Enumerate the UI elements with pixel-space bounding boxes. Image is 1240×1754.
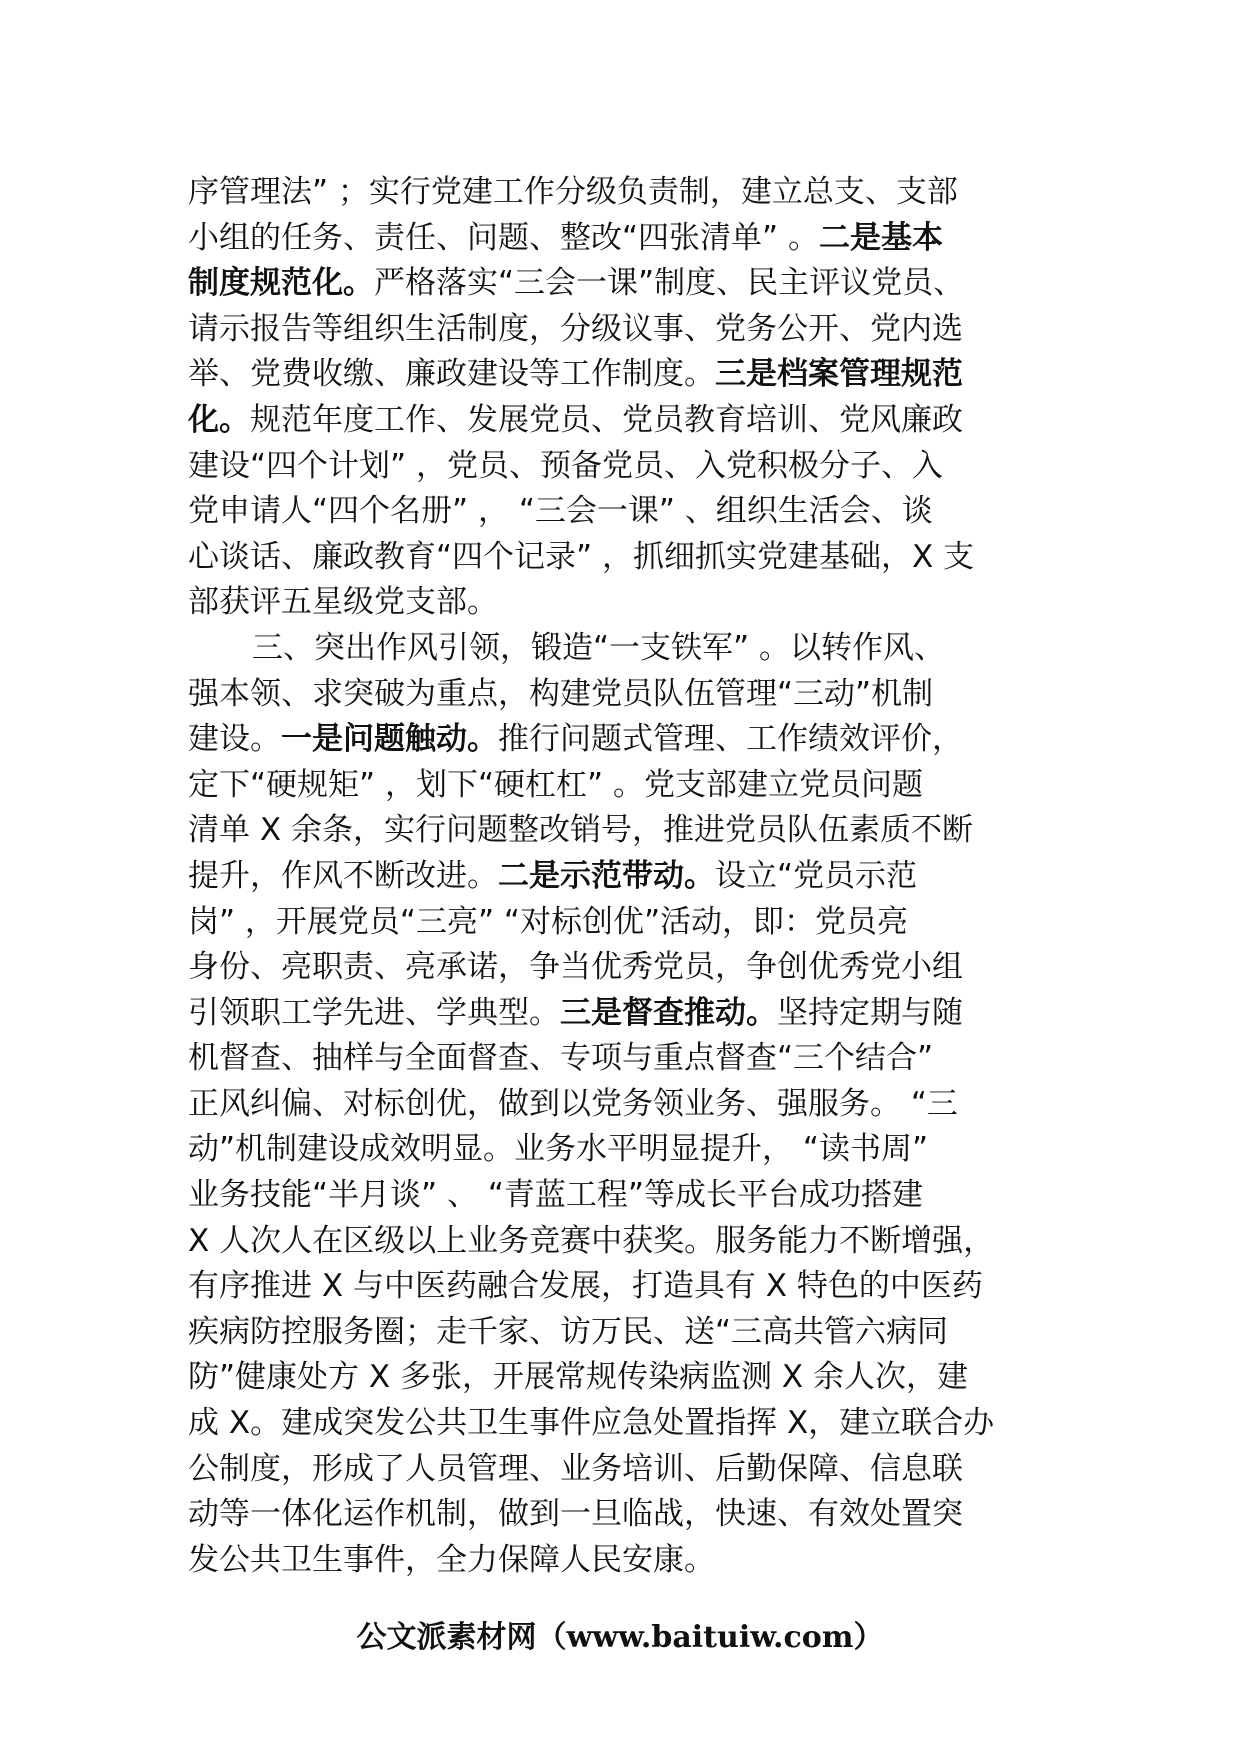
text-line: 成 X。建成突发公共卫生事件应急处置指挥 X，建立联合办 <box>188 1405 995 1442</box>
text-line: 定下“硬规矩” ，划下“硬杠杠” 。党支部建立党员问题 <box>188 766 923 803</box>
text-line: 举、党费收缴、廉政建设等工作制度。三是档案管理规范 <box>188 356 963 393</box>
text-line: 建设“四个计划” ，党员、预备党员、入党积极分子、入 <box>188 447 943 484</box>
bold-heading: 三是督查推动。 <box>560 994 777 1031</box>
text-line: 公制度，形成了人员管理、业务培训、后勤保障、信息联 <box>188 1450 963 1487</box>
text-line: 部获评五星级党支部。 <box>188 584 498 621</box>
text-line: 正风纠偏、对标创优，做到以党务领业务、强服务。 “三 <box>188 1085 958 1122</box>
text-line: 强本领、求突破为重点，构建党员队伍管理“三动”机制 <box>188 675 934 712</box>
text-line: 小组的任务、责任、问题、整改“四张清单” 。二是基本 <box>188 219 943 256</box>
text-line: 请示报告等组织生活制度，分级议事、党务公开、党内选 <box>188 310 963 347</box>
text-line: 序管理法” ；实行党建工作分级负责制，建立总支、支部 <box>188 174 958 210</box>
text-line: 身份、亮职责、亮承诺，争当优秀党员，争创优秀党小组 <box>188 949 963 986</box>
text-line: 岗” ，开展党员“三亮” “对标创优”活动，即：党员亮 <box>188 903 909 940</box>
bold-heading: 一是问题触动。 <box>281 721 498 758</box>
text-line: 清单 X 余条，实行问题整改销号，推进党员队伍素质不断 <box>188 812 973 849</box>
text-line: 提升，作风不断改进。二是示范带动。设立“党员示范 <box>188 857 918 894</box>
bold-heading: 二是示范带动。 <box>498 857 715 894</box>
text-line: X 人次人在区级以上业务竞赛中获奖。服务能力不断增强， <box>188 1222 995 1259</box>
text-line: 党申请人“四个名册” ， “三会一课” 、组织生活会、谈 <box>188 493 933 530</box>
section-heading-line: 三、突出作风引领，锻造“一支铁军” 。以转作风、 <box>252 629 945 666</box>
text-line: 动等一体化运作机制，做到一旦临战，快速、有效处置突 <box>188 1496 963 1533</box>
footer-source-text: 公文派素材网（www.baituiw.com） <box>356 1620 884 1655</box>
text-line: 疾病防控服务圈；走千家、访万民、送“三高共管六病同 <box>188 1313 949 1350</box>
bold-heading: 三是档案管理规范 <box>715 356 963 393</box>
text-line: 建设。一是问题触动。推行问题式管理、工作绩效评价， <box>188 721 963 758</box>
text-line: 机督查、抽样与全面督查、专项与重点督查“三个结合” <box>188 1040 934 1077</box>
bold-heading: 二是基本 <box>818 219 943 256</box>
text-line: 动”机制建设成效明显。业务水平明显提升， “读书周” <box>188 1131 929 1168</box>
text-line: 业务技能“半月谈” 、 “青蓝工程”等成长平台成功搭建 <box>188 1177 923 1214</box>
text-line: 心谈话、廉政教育“四个记录” ，抓细抓实党建基础，X 支 <box>188 538 975 575</box>
text-line: 有序推进 X 与中医药融合发展，打造具有 X 特色的中医药 <box>188 1268 983 1305</box>
text-line: 制度规范化。严格落实“三会一课”制度、民主评议党员、 <box>188 265 965 302</box>
text-line: 发公共卫生事件，全力保障人民安康。 <box>188 1541 715 1578</box>
bold-heading: 化。 <box>188 401 250 438</box>
bold-heading: 制度规范化。 <box>188 265 374 302</box>
text-line: 化。规范年度工作、发展党员、党员教育培训、党风廉政 <box>188 401 963 438</box>
document-body <box>188 170 1060 1583</box>
text-line: 防”健康处方 X 多张，开展常规传染病监测 X 余人次，建 <box>188 1359 968 1396</box>
text-line: 引领职工学先进、学典型。三是督查推动。坚持定期与随 <box>188 994 963 1031</box>
